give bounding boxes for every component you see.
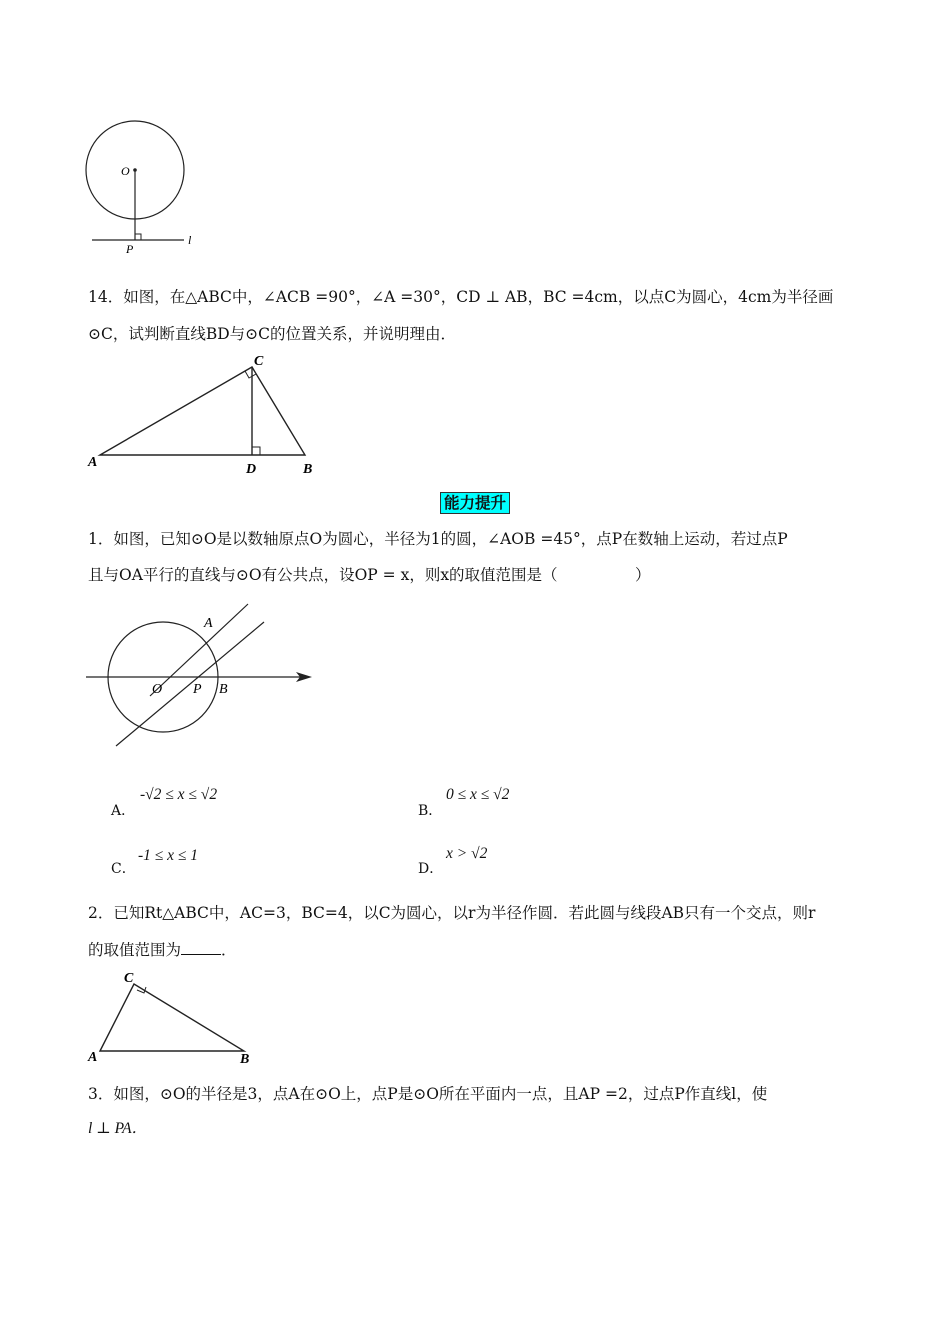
label-o: O bbox=[152, 682, 163, 697]
option-c-text: -1 ≤ x ≤ 1 bbox=[138, 847, 199, 864]
label-b: B bbox=[303, 462, 313, 477]
q14-line2: ⊙C，试判断直线BD与⊙C的位置关系，并说明理由． bbox=[88, 325, 457, 343]
p3-line1: 3．如图，⊙O的半径是3，点A在⊙O上，点P是⊙O所在平面内一点，且AP =2，过点P作直线l，使 bbox=[88, 1085, 768, 1103]
label-a: A bbox=[204, 616, 213, 631]
p3-line2: l ⊥ PA． bbox=[88, 1120, 148, 1137]
p2-line2-text: 的取值范围为 bbox=[88, 941, 182, 959]
answer-blank bbox=[181, 940, 221, 955]
option-d-text: x > √2 bbox=[446, 845, 488, 862]
option-b-text: 0 ≤ x ≤ √2 bbox=[446, 786, 510, 803]
label-c: C bbox=[124, 971, 134, 986]
option-d-label: D． bbox=[418, 861, 444, 877]
p2-line1: 2．已知Rt△ABC中，AC=3，BC=4，以C为圆心，以r为半径作圆．若此圆与线段AB只有一个交点，则r bbox=[88, 904, 816, 922]
p1-line2: 且与OA平行的直线与⊙O有公共点，设OP = x，则x的取值范围是（ ） bbox=[88, 566, 651, 584]
label-b: B bbox=[240, 1052, 250, 1066]
figure-right-triangle-abc bbox=[84, 966, 264, 1066]
option-b-label: B． bbox=[418, 803, 443, 819]
label-d: D bbox=[246, 462, 257, 477]
p1-line1: 1．如图，已知⊙O是以数轴原点O为圆心，半径为1的圆，∠AOB =45°，点P在数轴上运动，若过点P bbox=[88, 530, 788, 548]
label-b: B bbox=[219, 682, 228, 697]
p2-line2 bbox=[88, 939, 237, 961]
q14-line1: 14．如图，在△ABC中，∠ACB =90°，∠A =30°，CD ⊥ AB，BC =4cm，以点C为圆心，4cm为半径画 bbox=[88, 288, 834, 306]
label-p: P bbox=[193, 682, 202, 697]
label-o: O bbox=[121, 164, 130, 178]
label-c: C bbox=[254, 354, 264, 369]
label-a: A bbox=[88, 1050, 98, 1065]
figure-number-axis-circle bbox=[84, 600, 324, 750]
option-a-text: -√2 ≤ x ≤ √2 bbox=[140, 786, 218, 803]
section-heading: 能力提升 bbox=[440, 492, 510, 514]
label-l: l bbox=[188, 233, 192, 247]
option-c-label: C． bbox=[111, 861, 136, 877]
label-p: P bbox=[126, 242, 134, 256]
figure-circle-tangent bbox=[80, 118, 210, 258]
label-a: A bbox=[88, 455, 98, 470]
figure-right-triangle-abc-altitude bbox=[84, 352, 324, 477]
p2-line2-end: ． bbox=[221, 941, 237, 959]
option-a-label: A． bbox=[111, 803, 136, 819]
